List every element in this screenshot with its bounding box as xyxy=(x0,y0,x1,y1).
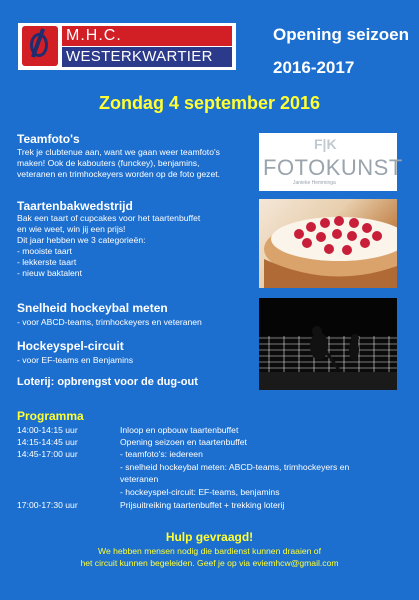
snelheid-heading: Snelheid hockeybal meten xyxy=(17,301,168,315)
teamfoto-text xyxy=(17,147,257,180)
programma-time: 14:15-14:45 uur xyxy=(17,437,78,447)
logo-line1: M.H.C. xyxy=(62,26,232,46)
programma-time: 14:00-14:15 uur xyxy=(17,425,78,435)
fotokunst-subtitle: Janieke Hemminga xyxy=(293,180,336,186)
programma-desc: - snelheid hockeybal meten: ABCD-teams, trimhockeyers en xyxy=(120,462,350,472)
text-line: - mooiste taart xyxy=(17,246,72,256)
club-logo xyxy=(18,23,236,70)
snelheid-text: - voor ABCD-teams, trimhockeyers en veteranen xyxy=(17,317,202,327)
hockey-photo xyxy=(259,298,397,390)
text-line: maken! Ook de kabouters (funckey), benjamins, xyxy=(17,158,200,168)
text-line: Dit jaar hebben we 3 categorieën: xyxy=(17,235,146,245)
event-date: Zondag 4 september 2016 xyxy=(98,93,321,113)
programma-desc: veteranen xyxy=(120,474,159,484)
hulp-line2: het circuit kunnen begeleiden. Geef je op via eviemhcw@gmail.com xyxy=(80,558,339,568)
taart-heading: Taartenbakwedstrijd xyxy=(17,199,133,213)
programma-desc: Opening seizoen en taartenbuffet xyxy=(120,437,247,447)
text-line: - lekkerste taart xyxy=(17,257,77,267)
fotokunst-logo-text: FOTOKUNST xyxy=(263,155,403,180)
title-line2: 2016-2017 xyxy=(273,58,355,77)
taart-text xyxy=(17,213,257,279)
title-line1: Opening seizoen xyxy=(273,25,410,44)
fotokunst-logo-image xyxy=(259,133,403,191)
text-line: Bak een taart of cupcakes voor het taartenbuffet xyxy=(17,213,201,223)
programma-desc: Inloop en opbouw taartenbuffet xyxy=(120,425,239,435)
hulp-line1: We hebben mensen nodig die bardienst kunnen draaien of xyxy=(98,546,321,556)
text-line: Trek je clubtenue aan, want we gaan weer teamfoto's xyxy=(17,147,220,157)
hulp-heading: Hulp gevraagd! xyxy=(165,530,254,544)
programma-time: 17:00-17:30 uur xyxy=(17,500,78,510)
circuit-heading: Hockeyspel-circuit xyxy=(17,339,124,353)
fk-mark-icon: F|K xyxy=(314,136,337,152)
hockey-stick-icon xyxy=(22,26,58,66)
loterij-heading: Loterij: opbrengst voor de dug-out xyxy=(17,376,198,388)
teamfoto-heading: Teamfoto's xyxy=(17,132,80,146)
programma-time: 14:45-17:00 uur xyxy=(17,449,78,459)
cake-image xyxy=(259,199,397,288)
programma-desc: - hockeyspel-circuit: EF-teams, benjamins xyxy=(120,487,280,497)
logo-line2: WESTERKWARTIER xyxy=(62,47,232,67)
programma-desc: Prijsuitreiking taartenbuffet + trekking loterij xyxy=(120,500,285,510)
programma-heading: Programma xyxy=(17,409,84,423)
circuit-text: - voor EF-teams en Benjamins xyxy=(17,355,134,365)
text-line: - nieuw baktalent xyxy=(17,268,82,278)
programma-table xyxy=(0,425,419,515)
programma-desc: - teamfoto's: iedereen xyxy=(120,449,203,459)
text-line: en wie weet, win jij een prijs! xyxy=(17,224,126,234)
text-line: veteranen en trimhockeyers worden op de foto gezet. xyxy=(17,169,221,179)
